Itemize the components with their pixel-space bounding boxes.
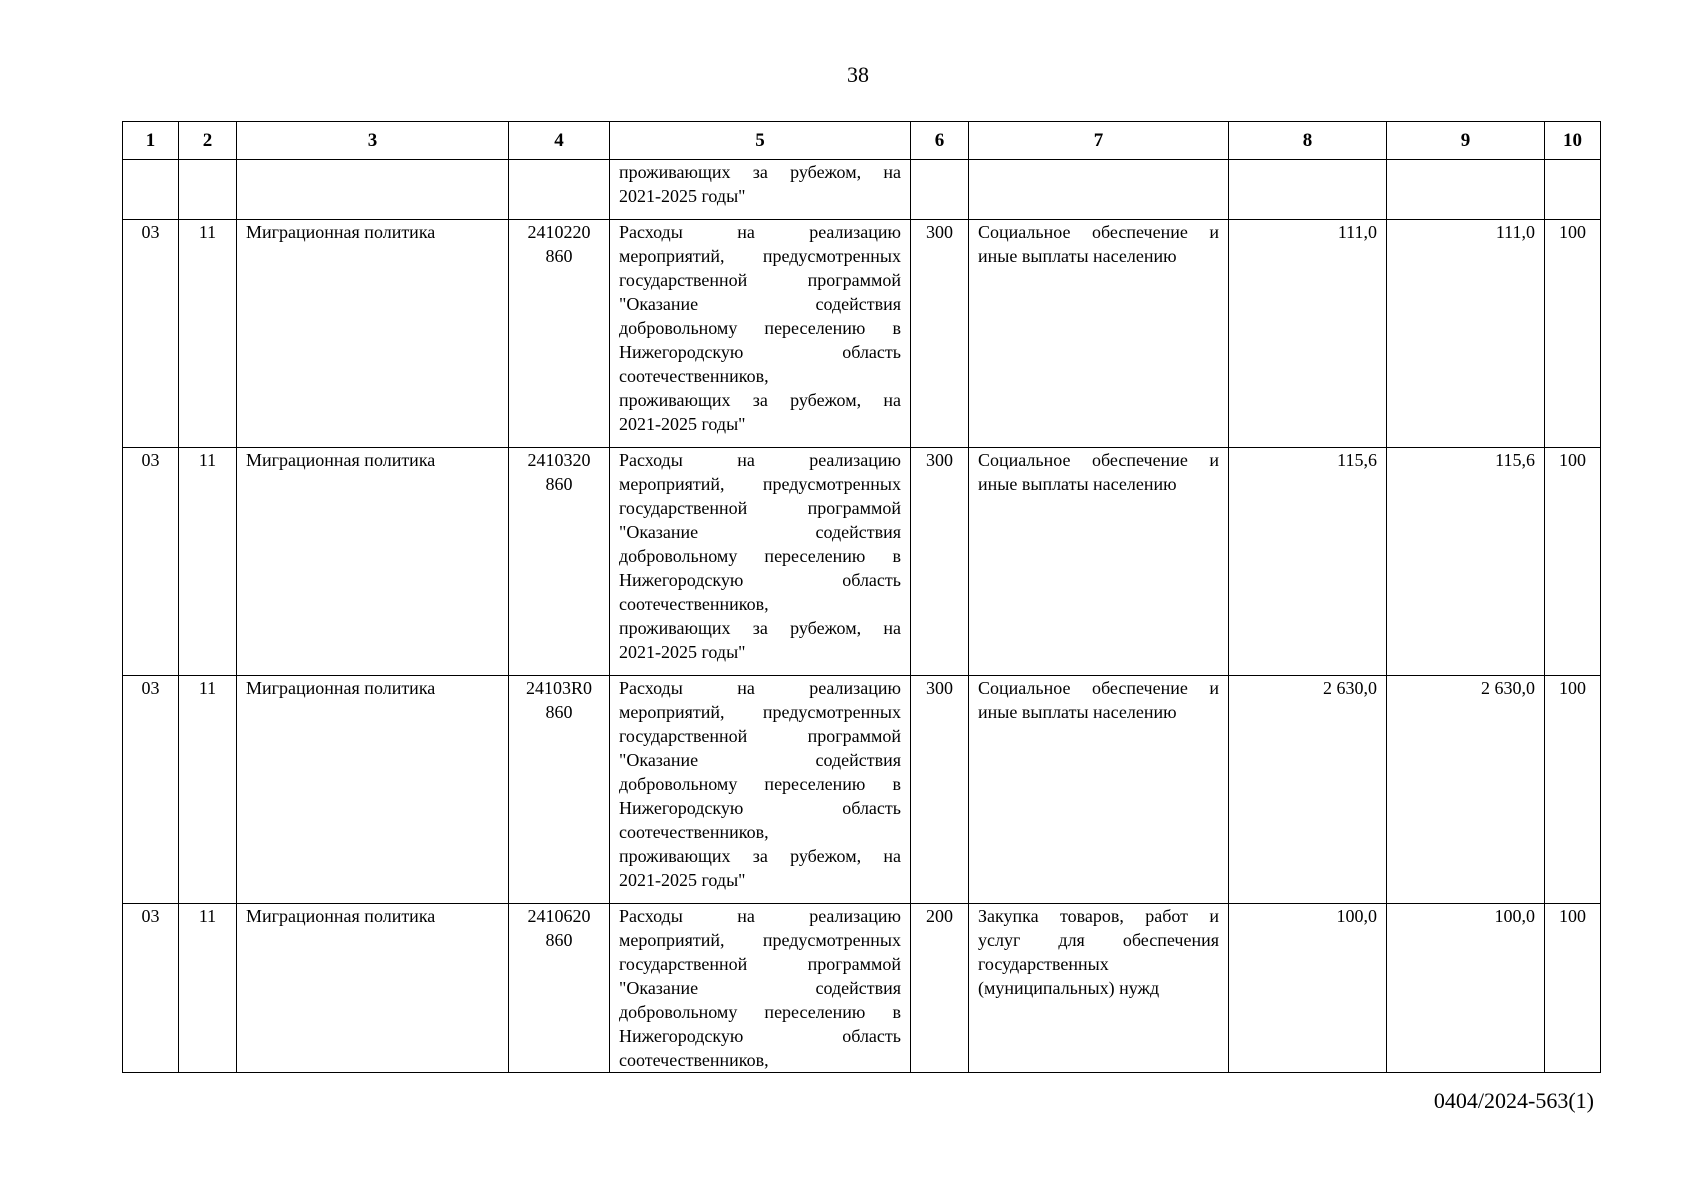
code-line: 860 [545,474,573,494]
code-line: 2410620 [527,906,591,926]
col-header-6: 6 [911,122,969,160]
expense-type-name [969,676,1229,904]
subsection-code [179,160,237,220]
text-line: иные выплаты населению [978,702,1177,722]
col-header-2: 2 [179,122,237,160]
text-line: иные выплаты населению [978,474,1177,494]
text-line: проживающих за рубежом, на [619,618,901,638]
text-line: Нижегородскую область [619,1026,901,1046]
target-article-code [509,220,610,448]
text-line: соотечественников, [619,1050,769,1070]
code-line: 2410320 [527,450,591,470]
item-name: Миграционная политика [237,220,509,448]
text-line: проживающих за рубежом, на [619,162,901,182]
text-line: соотечественников, [619,822,769,842]
col-header-7: 7 [969,122,1229,160]
text-line: (муниципальных) нужд [978,978,1160,998]
section-code [123,160,179,220]
text-line: Социальное обеспечение и [978,222,1219,242]
subsection-code: 11 [179,220,237,448]
text-line: Социальное обеспечение и [978,450,1219,470]
subsection-code: 11 [179,448,237,676]
col-header-9: 9 [1387,122,1545,160]
code-line: 860 [545,930,573,950]
text-line: Расходы на реализацию [619,450,901,470]
text-line: государственной программой [619,726,901,746]
text-line: 2021-2025 годы" [619,414,746,434]
section-code: 03 [123,676,179,904]
text-line: Нижегородскую область [619,570,901,590]
subsection-code: 11 [179,904,237,1073]
col-header-5: 5 [610,122,911,160]
text-line: Нижегородскую область [619,798,901,818]
percent-col-10: 100 [1545,220,1601,448]
text-line: добровольному переселению в [619,1002,901,1022]
amount-col-9: 115,6 [1387,448,1545,676]
expense-type-code: 300 [911,676,969,904]
table-row [123,904,1601,1073]
text-line: соотечественников, [619,594,769,614]
expense-description [610,448,911,676]
text-line: мероприятий, предусмотренных [619,246,901,266]
expense-type-name [969,160,1229,220]
text-line: "Оказание содействия [619,294,901,314]
percent-col-10: 100 [1545,448,1601,676]
expense-type-code: 300 [911,448,969,676]
text-line: 2021-2025 годы" [619,186,746,206]
text-line: добровольному переселению в [619,318,901,338]
percent-col-10: 100 [1545,676,1601,904]
percent-col-10: 100 [1545,904,1601,1073]
col-header-8: 8 [1229,122,1387,160]
amount-col-8 [1229,160,1387,220]
target-article-code [509,676,610,904]
section-code: 03 [123,220,179,448]
target-article-code [509,904,610,1073]
amount-col-9 [1387,160,1545,220]
text-line: Социальное обеспечение и [978,678,1219,698]
text-line: мероприятий, предусмотренных [619,474,901,494]
table-row [123,448,1601,676]
col-header-3: 3 [237,122,509,160]
col-header-10: 10 [1545,122,1601,160]
text-line: мероприятий, предусмотренных [619,930,901,950]
expense-type-name [969,448,1229,676]
text-line: государственной программой [619,270,901,290]
expense-description [610,904,911,1073]
table-row [123,160,1601,220]
amount-col-9: 111,0 [1387,220,1545,448]
amount-col-9: 2 630,0 [1387,676,1545,904]
subsection-code: 11 [179,676,237,904]
col-header-1: 1 [123,122,179,160]
text-line: государственных [978,954,1109,974]
document-reference: 0404/2024-563(1) [1433,1088,1594,1113]
text-line: проживающих за рубежом, на [619,390,901,410]
text-line: иные выплаты населению [978,246,1177,266]
text-line: государственной программой [619,498,901,518]
text-line: Расходы на реализацию [619,678,901,698]
text-line: добровольному переселению в [619,546,901,566]
text-line: "Оказание содействия [619,750,901,770]
code-line: 24103R0 [525,678,592,698]
text-line: проживающих за рубежом, на [619,846,901,866]
expense-description [610,220,911,448]
text-line: государственной программой [619,954,901,974]
percent-col-10 [1545,160,1601,220]
text-line: соотечественников, [619,366,769,386]
item-name [237,160,509,220]
budget-table [122,121,1601,1073]
text-line: "Оказание содействия [619,978,901,998]
text-line: Расходы на реализацию [619,906,901,926]
table-row [123,220,1601,448]
item-name: Миграционная политика [237,448,509,676]
page-number: 38 [847,62,869,87]
code-line: 860 [545,246,573,266]
col-header-4: 4 [509,122,610,160]
text-line: Расходы на реализацию [619,222,901,242]
target-article-code [509,448,610,676]
table-row [123,676,1601,904]
expense-description [610,160,911,220]
amount-col-8: 2 630,0 [1229,676,1387,904]
target-article-code [509,160,610,220]
expense-type-code: 300 [911,220,969,448]
text-line: услуг для обеспечения [978,930,1219,950]
text-line: Нижегородскую область [619,342,901,362]
table-body [123,160,1601,1073]
item-name: Миграционная политика [237,904,509,1073]
text-line: 2021-2025 годы" [619,642,746,662]
text-line: Закупка товаров, работ и [978,906,1219,926]
header-row [123,122,1601,160]
text-line: "Оказание содействия [619,522,901,542]
section-code: 03 [123,448,179,676]
text-line: добровольному переселению в [619,774,901,794]
item-name: Миграционная политика [237,676,509,904]
code-line: 860 [545,702,573,722]
section-code: 03 [123,904,179,1073]
amount-col-8: 115,6 [1229,448,1387,676]
amount-col-9: 100,0 [1387,904,1545,1073]
amount-col-8: 100,0 [1229,904,1387,1073]
expense-type-name [969,220,1229,448]
expense-type-name [969,904,1229,1073]
text-line: мероприятий, предусмотренных [619,702,901,722]
expense-description [610,676,911,904]
code-line: 2410220 [527,222,591,242]
amount-col-8: 111,0 [1229,220,1387,448]
expense-type-code: 200 [911,904,969,1073]
text-line: 2021-2025 годы" [619,870,746,890]
expense-type-code [911,160,969,220]
